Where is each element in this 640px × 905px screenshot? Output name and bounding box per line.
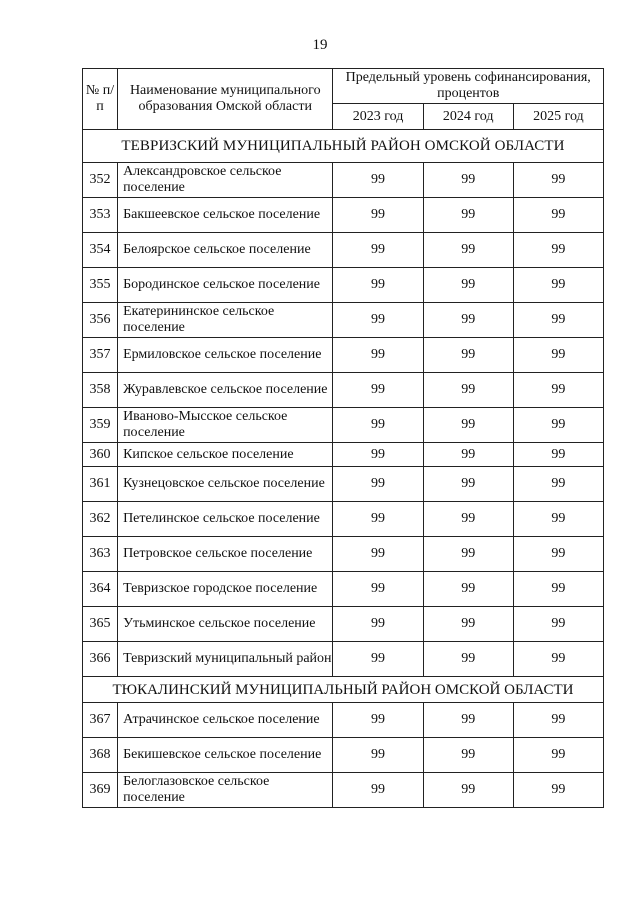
header-level: Предельный уровень софинансирования, процентов — [333, 69, 604, 104]
value-2024: 99 — [423, 443, 513, 467]
value-2025: 99 — [513, 338, 603, 373]
value-2024: 99 — [423, 373, 513, 408]
value-2025: 99 — [513, 233, 603, 268]
section-title: ТЮКАЛИНСКИЙ МУНИЦИПАЛЬНЫЙ РАЙОН ОМСКОЙ ОБЛАСТИ — [83, 677, 604, 703]
header-name: Наименование муниципального образования Омской области — [118, 69, 333, 130]
municipality-name: Тевризский муниципальный район — [118, 642, 333, 677]
municipality-name: Петелинское сельское поселение — [118, 502, 333, 537]
row-number: 364 — [83, 572, 118, 607]
page-number: 19 — [312, 37, 328, 53]
municipality-name: Белоглазовское сельское поселение — [118, 773, 333, 808]
table-row — [83, 773, 604, 808]
value-2024: 99 — [423, 338, 513, 373]
table-row — [83, 233, 604, 268]
table-row — [83, 303, 604, 338]
value-2023: 99 — [333, 198, 423, 233]
row-number: 358 — [83, 373, 118, 408]
table-row — [83, 373, 604, 408]
value-2023: 99 — [333, 607, 423, 642]
value-2025: 99 — [513, 303, 603, 338]
value-2023: 99 — [333, 163, 423, 198]
row-number: 352 — [83, 163, 118, 198]
municipality-name: Ермиловское сельское поселение — [118, 338, 333, 373]
table-row — [83, 163, 604, 198]
row-number: 354 — [83, 233, 118, 268]
row-number: 367 — [83, 703, 118, 738]
row-number: 366 — [83, 642, 118, 677]
row-number: 357 — [83, 338, 118, 373]
row-number: 363 — [83, 537, 118, 572]
value-2024: 99 — [423, 773, 513, 808]
value-2025: 99 — [513, 502, 603, 537]
value-2024: 99 — [423, 607, 513, 642]
table-row — [83, 408, 604, 443]
value-2025: 99 — [513, 467, 603, 502]
section-row — [83, 677, 604, 703]
row-number: 365 — [83, 607, 118, 642]
value-2023: 99 — [333, 703, 423, 738]
value-2025: 99 — [513, 198, 603, 233]
row-number: 362 — [83, 502, 118, 537]
value-2023: 99 — [333, 572, 423, 607]
row-number: 369 — [83, 773, 118, 808]
value-2023: 99 — [333, 537, 423, 572]
municipality-name: Александровское сельское поселение — [118, 163, 333, 198]
table-row — [83, 268, 604, 303]
value-2023: 99 — [333, 373, 423, 408]
value-2024: 99 — [423, 703, 513, 738]
municipality-name: Петровское сельское поселение — [118, 537, 333, 572]
value-2023: 99 — [333, 467, 423, 502]
value-2023: 99 — [333, 502, 423, 537]
value-2024: 99 — [423, 233, 513, 268]
municipality-name: Бекишевское сельское поселение — [118, 738, 333, 773]
value-2025: 99 — [513, 537, 603, 572]
value-2025: 99 — [513, 607, 603, 642]
value-2025: 99 — [513, 642, 603, 677]
municipality-name: Иваново-Мысское сельское поселение — [118, 408, 333, 443]
table-row — [83, 738, 604, 773]
header-year-2025: 2025 год — [513, 104, 603, 130]
value-2024: 99 — [423, 268, 513, 303]
row-number: 361 — [83, 467, 118, 502]
value-2025: 99 — [513, 738, 603, 773]
row-number: 359 — [83, 408, 118, 443]
value-2025: 99 — [513, 443, 603, 467]
value-2024: 99 — [423, 467, 513, 502]
table-row — [83, 607, 604, 642]
municipality-name: Тевризское городское поселение — [118, 572, 333, 607]
value-2023: 99 — [333, 738, 423, 773]
value-2024: 99 — [423, 642, 513, 677]
table-row — [83, 502, 604, 537]
municipality-name: Бакшеевское сельское поселение — [118, 198, 333, 233]
value-2025: 99 — [513, 163, 603, 198]
value-2024: 99 — [423, 572, 513, 607]
value-2024: 99 — [423, 408, 513, 443]
header-year-2024: 2024 год — [423, 104, 513, 130]
value-2025: 99 — [513, 572, 603, 607]
cofinancing-table — [82, 68, 604, 808]
value-2024: 99 — [423, 738, 513, 773]
table-row — [83, 443, 604, 467]
value-2023: 99 — [333, 338, 423, 373]
row-number: 360 — [83, 443, 118, 467]
municipality-name: Бородинское сельское поселение — [118, 268, 333, 303]
row-number: 356 — [83, 303, 118, 338]
table-row — [83, 642, 604, 677]
municipality-name: Атрачинское сельское поселение — [118, 703, 333, 738]
table-row — [83, 703, 604, 738]
section-row — [83, 130, 604, 163]
value-2025: 99 — [513, 373, 603, 408]
municipality-name: Журавлевское сельское поселение — [118, 373, 333, 408]
municipality-name: Кузнецовское сельское поселение — [118, 467, 333, 502]
value-2023: 99 — [333, 268, 423, 303]
header-num: № п/п — [83, 69, 118, 130]
municipality-name: Кипское сельское поселение — [118, 443, 333, 467]
value-2024: 99 — [423, 537, 513, 572]
value-2023: 99 — [333, 642, 423, 677]
value-2024: 99 — [423, 163, 513, 198]
value-2023: 99 — [333, 233, 423, 268]
value-2024: 99 — [423, 303, 513, 338]
value-2023: 99 — [333, 443, 423, 467]
table-row — [83, 338, 604, 373]
row-number: 355 — [83, 268, 118, 303]
value-2023: 99 — [333, 773, 423, 808]
table-row — [83, 537, 604, 572]
value-2025: 99 — [513, 408, 603, 443]
value-2023: 99 — [333, 303, 423, 338]
municipality-name: Утьминское сельское поселение — [118, 607, 333, 642]
value-2023: 99 — [333, 408, 423, 443]
value-2025: 99 — [513, 773, 603, 808]
row-number: 353 — [83, 198, 118, 233]
table-row — [83, 572, 604, 607]
municipality-name: Белоярское сельское поселение — [118, 233, 333, 268]
row-number: 368 — [83, 738, 118, 773]
header-year-2023: 2023 год — [333, 104, 423, 130]
value-2024: 99 — [423, 198, 513, 233]
value-2024: 99 — [423, 502, 513, 537]
value-2025: 99 — [513, 703, 603, 738]
table-row — [83, 467, 604, 502]
municipality-name: Екатерининское сельское поселение — [118, 303, 333, 338]
value-2025: 99 — [513, 268, 603, 303]
section-title: ТЕВРИЗСКИЙ МУНИЦИПАЛЬНЫЙ РАЙОН ОМСКОЙ ОБЛАСТИ — [83, 130, 604, 163]
table-row — [83, 198, 604, 233]
